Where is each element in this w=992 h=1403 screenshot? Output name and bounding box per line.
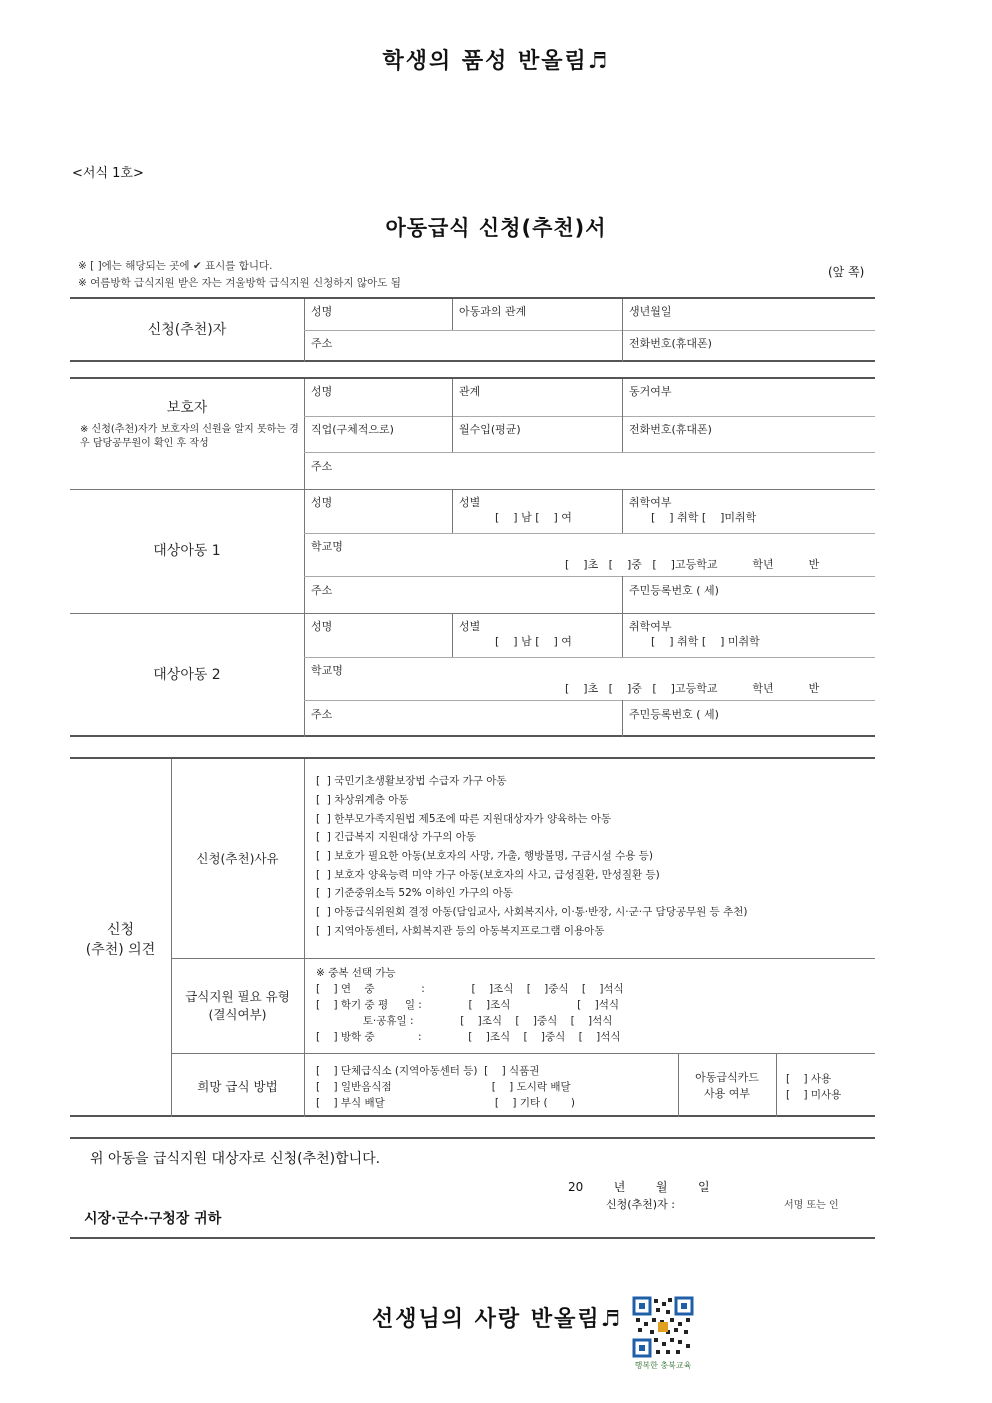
child2-gender-label: 성별	[459, 620, 481, 633]
method-row[interactable]: [ ] 단체급식소 (지역아동센터 등) [ ] 식품권	[316, 1065, 540, 1077]
note-summer-vacation: ※ 여름방학 급식지원 받은 자는 겨울방학 급식지원 신청하지 않아도 됨	[78, 277, 401, 289]
meal-type-row[interactable]: [ ] 방학 중 : [ ]조식 [ ]중식 [ ]석식	[316, 1031, 621, 1043]
bottom-slogan: 선생님의 사랑 반올림♬	[372, 1306, 623, 1332]
child2-school-level-options[interactable]: [ ]초 [ ]중 [ ]고등학교 학년 반	[565, 682, 820, 695]
guardian-name-field[interactable]: 성명	[311, 385, 333, 398]
child2-address-field[interactable]: 주소	[311, 708, 333, 721]
guardian-address-field[interactable]: 주소	[311, 460, 333, 473]
meal-type-label-line1: 급식지원 필요 유형	[185, 989, 290, 1004]
opinion-section	[70, 757, 875, 1117]
child1-name-field[interactable]: 성명	[311, 496, 333, 509]
reason-item[interactable]: [ ] 보호가 필요한 아동(보호자의 사망, 가출, 행방불명, 구금시설 수용 등)	[316, 850, 653, 862]
card-use-option[interactable]: [ ] 사용	[786, 1073, 832, 1085]
guardian-children-section	[70, 377, 875, 737]
child2-school-status-label: 취학여부	[629, 620, 672, 633]
reason-item[interactable]: [ ] 긴급복지 지원대상 가구의 아동	[316, 831, 477, 843]
child2-school-options[interactable]: [ ] 취학 [ ] 미취학	[651, 635, 760, 648]
reason-item[interactable]: [ ] 기준중위소득 52% 이하인 가구의 아동	[316, 887, 513, 899]
guardian-phone-field[interactable]: 전화번호(휴대폰)	[629, 423, 712, 436]
meal-type-note: ※ 중복 선택 가능	[316, 967, 396, 979]
child2-school-name-field[interactable]: 학교명	[311, 664, 343, 677]
opinion-label-line1: 신청	[106, 922, 135, 938]
recipient: 시장·군수·구청장 귀하	[84, 1211, 222, 1227]
reason-item[interactable]: [ ] 아동급식위원회 결정 아동(담임교사, 사회복지사, 이·통·반장, 시·군·구 담당공무원 등 추천)	[316, 906, 748, 918]
child2-label: 대상아동 2	[153, 667, 221, 683]
card-label-line1: 아동급식카드	[695, 1071, 759, 1084]
child2-gender-options[interactable]: [ ] 남 [ ] 여	[495, 635, 572, 648]
reason-item[interactable]: [ ] 보호자 양육능력 미약 가구 아동(보호자의 사고, 급성질환, 만성질환 등)	[316, 869, 660, 881]
child1-school-status-label: 취학여부	[629, 496, 672, 509]
opinion-label-line2: (추천) 의견	[85, 942, 156, 958]
meal-type-row[interactable]: [ ] 학기 중 평 일 : [ ]조식 [ ]석식	[316, 999, 619, 1011]
applicant-section	[70, 297, 875, 362]
statement: 위 아동을 급식지원 대상자로 신청(추천)합니다.	[90, 1151, 381, 1167]
front-page-label: (앞 쪽)	[828, 265, 865, 279]
child2-name-field[interactable]: 성명	[311, 620, 333, 633]
card-nonuse-option[interactable]: [ ] 미사용	[786, 1089, 842, 1101]
applicant-relation-field[interactable]: 아동과의 관계	[459, 305, 527, 318]
qr-code-icon	[632, 1296, 694, 1358]
child1-gender-options[interactable]: [ ] 남 [ ] 여	[495, 511, 572, 524]
applicant-name-field[interactable]: 성명	[311, 305, 333, 318]
child1-resident-no-field[interactable]: 주민등록번호 ( 세)	[629, 584, 719, 597]
reason-item[interactable]: [ ] 한부모가족지원법 제5조에 따른 지원대상자가 양육하는 아동	[316, 813, 612, 825]
form-number: <서식 1호>	[72, 166, 144, 181]
signature-label[interactable]: 서명 또는 인	[784, 1200, 839, 1211]
method-row[interactable]: [ ] 부식 배달 [ ] 기타 ( )	[316, 1097, 575, 1109]
footer-top-rule	[70, 1137, 875, 1139]
applicant-phone-field[interactable]: 전화번호(휴대폰)	[629, 337, 712, 350]
child1-school-options[interactable]: [ ] 취학 [ ]미취학	[651, 511, 757, 524]
guardian-label: 보호자	[166, 400, 208, 416]
reason-label: 신청(추천)사유	[196, 851, 279, 866]
child2-resident-no-field[interactable]: 주민등록번호 ( 세)	[629, 708, 719, 721]
reason-item[interactable]: [ ] 차상위계층 아동	[316, 794, 409, 806]
reason-item[interactable]: [ ] 지역아동센터, 사회복지관 등의 아동복지프로그램 이용아동	[316, 925, 605, 937]
note-check-instruction: ※ [ ]에는 해당되는 곳에 ✔ 표시를 합니다.	[78, 260, 273, 272]
date-line[interactable]: 20 년 월 일	[568, 1180, 710, 1194]
meal-type-label-line2: (결식여부)	[208, 1007, 267, 1022]
child1-label: 대상아동 1	[153, 543, 221, 559]
card-label-line2: 사용 여부	[703, 1087, 750, 1100]
applicant-address-field[interactable]: 주소	[311, 337, 333, 350]
child1-gender-label: 성별	[459, 496, 481, 509]
child1-school-name-field[interactable]: 학교명	[311, 540, 343, 553]
page-title: 아동급식 신청(추천)서	[385, 216, 607, 240]
reason-item[interactable]: [ ] 국민기초생활보장법 수급자 가구 아동	[316, 775, 507, 787]
applicant-label: 신청(추천)자	[147, 322, 227, 338]
guardian-relation-field[interactable]: 관계	[459, 385, 481, 398]
meal-type-row[interactable]: [ ] 연 중 : [ ]조식 [ ]중식 [ ]석식	[316, 983, 624, 995]
child1-address-field[interactable]: 주소	[311, 584, 333, 597]
guardian-cohabit-field[interactable]: 동거여부	[629, 385, 672, 398]
qr-caption: 행복한 충북교육	[634, 1361, 692, 1370]
guardian-note: ※ 신청(추천)자가 보호자의 신원을 알지 못하는 경우 담당공무원이 확인 후 작성	[80, 424, 299, 449]
method-row[interactable]: [ ] 일반음식점 [ ] 도시락 배달	[316, 1081, 571, 1093]
footer-bottom-rule	[70, 1237, 875, 1239]
guardian-job-field[interactable]: 직업(구체적으로)	[311, 423, 394, 436]
meal-type-row[interactable]: 토·공휴일 : [ ]조식 [ ]중식 [ ]석식	[316, 1015, 613, 1027]
child1-school-level-options[interactable]: [ ]초 [ ]중 [ ]고등학교 학년 반	[565, 558, 820, 571]
guardian-income-field[interactable]: 월수입(평균)	[459, 423, 521, 436]
top-slogan: 학생의 품성 반올림♬	[382, 48, 610, 74]
applicant-birth-field[interactable]: 생년월일	[629, 305, 672, 318]
method-label: 희망 급식 방법	[197, 1079, 278, 1094]
signer-label: 신청(추천)자 :	[606, 1198, 675, 1211]
